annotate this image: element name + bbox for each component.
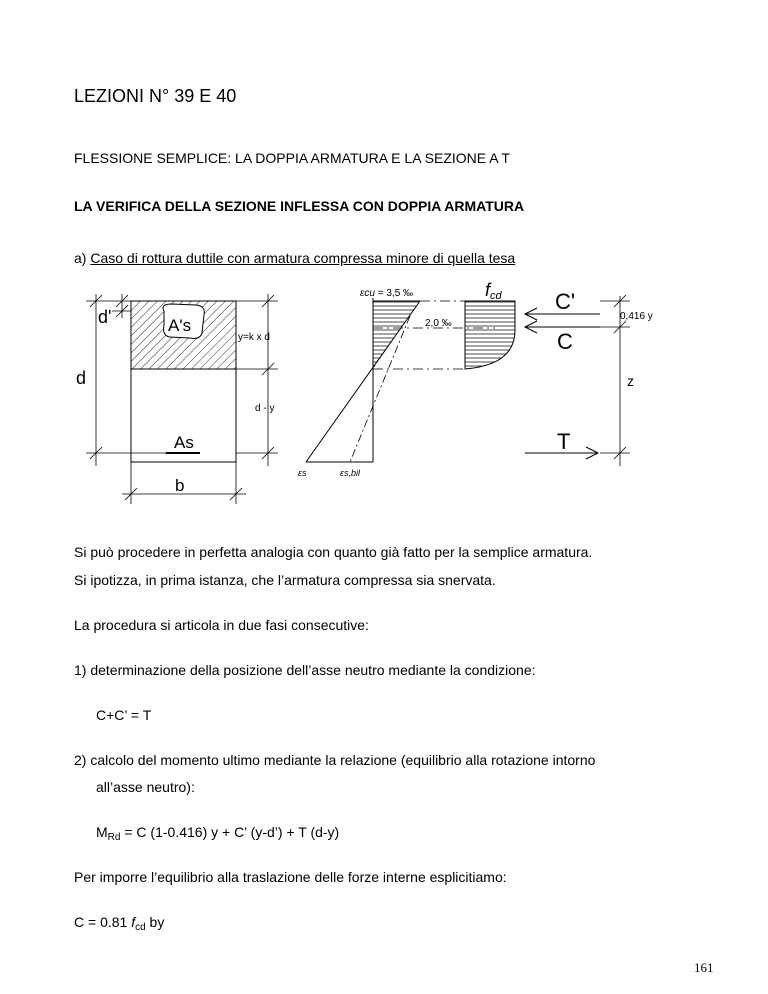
eps-cu-value: = 3,5 ‰ bbox=[377, 288, 414, 299]
label-2-permille: 2,0 ‰ bbox=[425, 318, 452, 329]
label-d-minus-y: d - y bbox=[255, 403, 275, 414]
eq3-b: by bbox=[145, 914, 165, 930]
eq2-rest: = C (1-0.416) y + C’ (y-d’) + T (d-y) bbox=[120, 824, 340, 840]
case-heading bbox=[74, 250, 515, 266]
label-eps-s-bil: εs,bil bbox=[340, 468, 360, 478]
label-as: As bbox=[174, 433, 194, 452]
paragraph-1: Si può procedere in perfetta analogia con quanto già fatto per la semplice armatura. bbox=[74, 544, 593, 560]
paragraph-2: Si ipotizza, in prima istanza, che l’armatura compressa sia snervata. bbox=[74, 572, 496, 588]
label-as-prime: A's bbox=[168, 316, 192, 335]
label-fcd bbox=[485, 280, 503, 302]
eq2-m: M bbox=[96, 824, 108, 840]
label-d: d bbox=[76, 368, 87, 388]
label-t: T bbox=[557, 429, 571, 454]
stress-block bbox=[465, 301, 515, 369]
equation-3 bbox=[74, 912, 164, 938]
eps-cu-symbol: εcu bbox=[360, 288, 375, 299]
label-d-prime: d' bbox=[98, 307, 112, 327]
section-heading: LA VERIFICA DELLA SEZIONE INFLESSA CON DOPPIA ARMATURA bbox=[74, 198, 525, 214]
fcd-sub: cd bbox=[490, 290, 502, 302]
paragraph-3: La procedura si articola in due fasi consecutive: bbox=[74, 617, 369, 633]
label-z: z bbox=[627, 373, 634, 389]
strain-line bbox=[306, 301, 420, 462]
eq2-sub: Rd bbox=[107, 832, 121, 843]
label-c-prime: C' bbox=[555, 289, 576, 314]
label-b: b bbox=[175, 476, 185, 495]
section-diagram bbox=[0, 270, 768, 520]
label-eps-s: εs bbox=[298, 468, 307, 478]
label-y: y=k x d bbox=[238, 332, 270, 343]
equation-1: C+C’ = T bbox=[96, 707, 152, 723]
label-0416y: 0,416 y bbox=[620, 311, 653, 322]
label-eps-cu bbox=[360, 288, 413, 299]
page-title: LEZIONI N° 39 E 40 bbox=[74, 86, 237, 106]
chapter-subtitle: FLESSIONE SEMPLICE: LA DOPPIA ARMATURA E LA SEZIONE A T bbox=[74, 150, 510, 166]
case-text: Caso di rottura duttile con armatura compressa minore di quella tesa bbox=[90, 250, 516, 266]
eq3-f: f bbox=[131, 914, 136, 930]
paragraph-5b: all’asse neutro): bbox=[96, 779, 195, 795]
paragraph-6: Per imporre l’equilibrio alla traslazione delle forze interne esplicitiamo: bbox=[74, 869, 507, 885]
fcd-f: f bbox=[485, 280, 491, 300]
page-number: 161 bbox=[694, 960, 714, 975]
equation-2 bbox=[96, 822, 339, 848]
paragraph-5a: 2) calcolo del momento ultimo mediante la relazione (equilibrio alla rotazione intorno bbox=[74, 752, 596, 768]
eq3-sub: cd bbox=[135, 922, 146, 933]
paragraph-4: 1) determinazione della posizione dell’asse neutro mediante la condizione: bbox=[74, 662, 536, 678]
case-prefix: a) bbox=[74, 250, 91, 266]
label-c: C bbox=[557, 329, 573, 354]
eq3-a: C = 0.81 bbox=[74, 914, 132, 930]
